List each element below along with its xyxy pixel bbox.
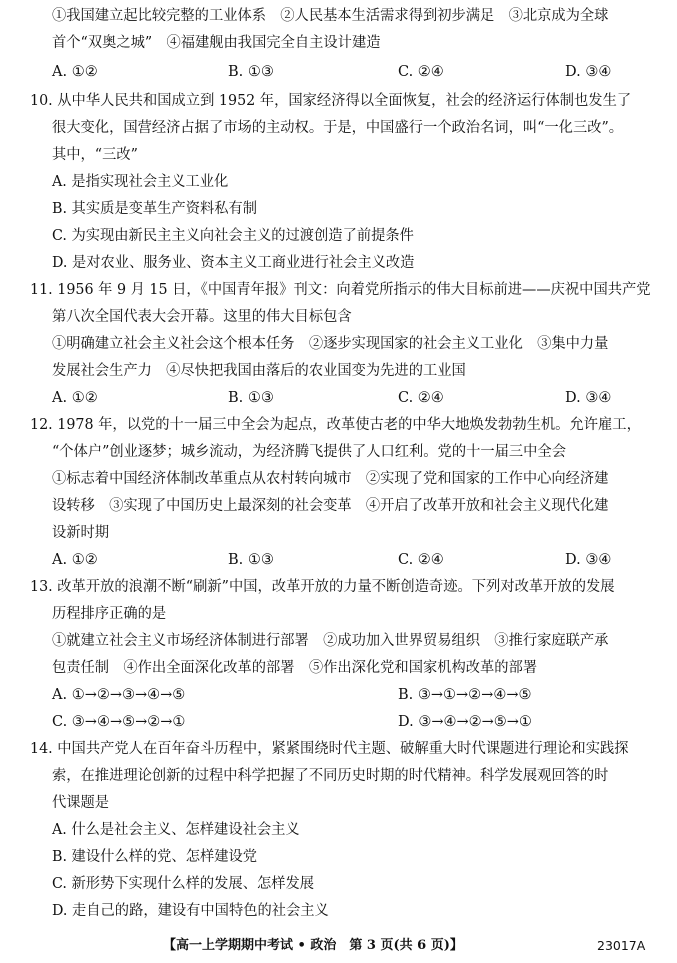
- q12-stem-line: 设转移 ③实现了中国历史上最深刻的社会变革 ④开启了改革开放和社会主义现代化建: [52, 498, 609, 514]
- option-b[interactable]: B. ①③: [228, 390, 274, 406]
- q13-stem-line: 历程排序正确的是: [52, 606, 167, 622]
- option-d[interactable]: D. 走自己的路，建设有中国特色的社会主义: [52, 903, 329, 919]
- option-a[interactable]: A. ①②: [52, 552, 98, 568]
- footer-code: 23017A: [597, 938, 646, 953]
- page-footer: [0, 936, 677, 956]
- option-c[interactable]: C. 为实现由新民主主义向社会主义的过渡创造了前提条件: [52, 228, 414, 244]
- q13-stem-line: 包责任制 ④作出全面深化改革的部署 ⑤作出深化党和国家机构改革的部署: [52, 660, 538, 676]
- option-a[interactable]: A. ①②: [52, 64, 98, 80]
- q11-stem-line: 11. 1956 年 9 月 15 日，《中国青年报》刊文：向着党所指示的伟大目标前进——庆祝中国共产党: [30, 282, 651, 298]
- q12-stem-line: “个体户”创业逐梦；城乡流动，为经济腾飞提供了人口红利。党的十一届三中全会: [52, 444, 566, 460]
- option-b[interactable]: B. 其实质是变革生产资料私有制: [52, 201, 258, 217]
- footer-title: 【高一上学期期中考试 • 政治 第 3 页(共 6 页)】: [163, 938, 463, 953]
- option-b[interactable]: B. ③→①→②→④→⑤: [398, 687, 532, 703]
- option-c[interactable]: C. ③→④→⑤→②→①: [52, 714, 186, 730]
- option-d[interactable]: D. ③→④→②→⑤→①: [398, 714, 532, 730]
- q12-stem-line: 设新时期: [52, 525, 110, 541]
- option-c[interactable]: C. ②④: [398, 390, 444, 406]
- option-d[interactable]: D. ③④: [565, 552, 612, 568]
- option-b[interactable]: B. ①③: [228, 64, 274, 80]
- option-c[interactable]: C. 新形势下实现什么样的发展、怎样发展: [52, 876, 315, 892]
- option-b[interactable]: B. 建设什么样的党、怎样建设党: [52, 849, 258, 865]
- q10-stem-line: 其中，“三改”: [52, 147, 138, 163]
- q11-stem-line: 第八次全国代表大会开幕。这里的伟大目标包含: [52, 309, 352, 325]
- option-d[interactable]: D. ③④: [565, 390, 612, 406]
- option-c[interactable]: C. ②④: [398, 552, 444, 568]
- q12-stem-line: ①标志着中国经济体制改革重点从农村转向城市 ②实现了党和国家的工作中心向经济建: [52, 471, 609, 487]
- option-a[interactable]: A. ①②: [52, 390, 98, 406]
- q10-stem-line: 很大变化，国营经济占据了市场的主动权。于是，中国盛行一个政治名词，叫“一化三改”。: [52, 120, 624, 136]
- option-c[interactable]: C. ②④: [398, 64, 444, 80]
- q10-stem-line: 10. 从中华人民共和国成立到 1952 年，国家经济得以全面恢复，社会的经济运行体制也发生了: [30, 93, 632, 109]
- q14-stem-line: 代课题是: [52, 795, 110, 811]
- option-d[interactable]: D. ③④: [565, 64, 612, 80]
- q14-stem-line: 14. 中国共产党人在百年奋斗历程中，紧紧围绕时代主题、破解重大时代课题进行理论和实践探: [30, 741, 629, 757]
- q9-text-line: ①我国建立起比较完整的工业体系 ②人民基本生活需求得到初步满足 ③北京成为全球: [52, 8, 609, 24]
- q14-stem-line: 索，在推进理论创新的过程中科学把握了不同历史时期的时代精神。科学发展观回答的时: [52, 768, 609, 784]
- option-a[interactable]: A. 是指实现社会主义工业化: [52, 174, 229, 190]
- q13-stem-line: ①就建立社会主义市场经济体制进行部署 ②成功加入世界贸易组织 ③推行家庭联产承: [52, 633, 609, 649]
- option-d[interactable]: D. 是对农业、服务业、资本主义工商业进行社会主义改造: [52, 255, 415, 271]
- q11-stem-line: 发展社会生产力 ④尽快把我国由落后的农业国变为先进的工业国: [52, 363, 466, 379]
- q12-stem-line: 12. 1978 年，以党的十一届三中全会为起点，改革使古老的中华大地焕发勃勃生机。允许雇工，: [30, 417, 641, 433]
- option-a[interactable]: A. ①→②→③→④→⑤: [52, 687, 186, 703]
- q13-stem-line: 13. 改革开放的浪潮不断“刷新”中国，改革开放的力量不断创造奇迹。下列对改革开放的发展: [30, 579, 615, 595]
- option-a[interactable]: A. 什么是社会主义、怎样建设社会主义: [52, 822, 300, 838]
- q11-stem-line: ①明确建立社会主义社会这个根本任务 ②逐步实现国家的社会主义工业化 ③集中力量: [52, 336, 609, 352]
- q9-text-line: 首个“双奥之城” ④福建舰由我国完全自主设计建造: [52, 35, 381, 51]
- option-b[interactable]: B. ①③: [228, 552, 274, 568]
